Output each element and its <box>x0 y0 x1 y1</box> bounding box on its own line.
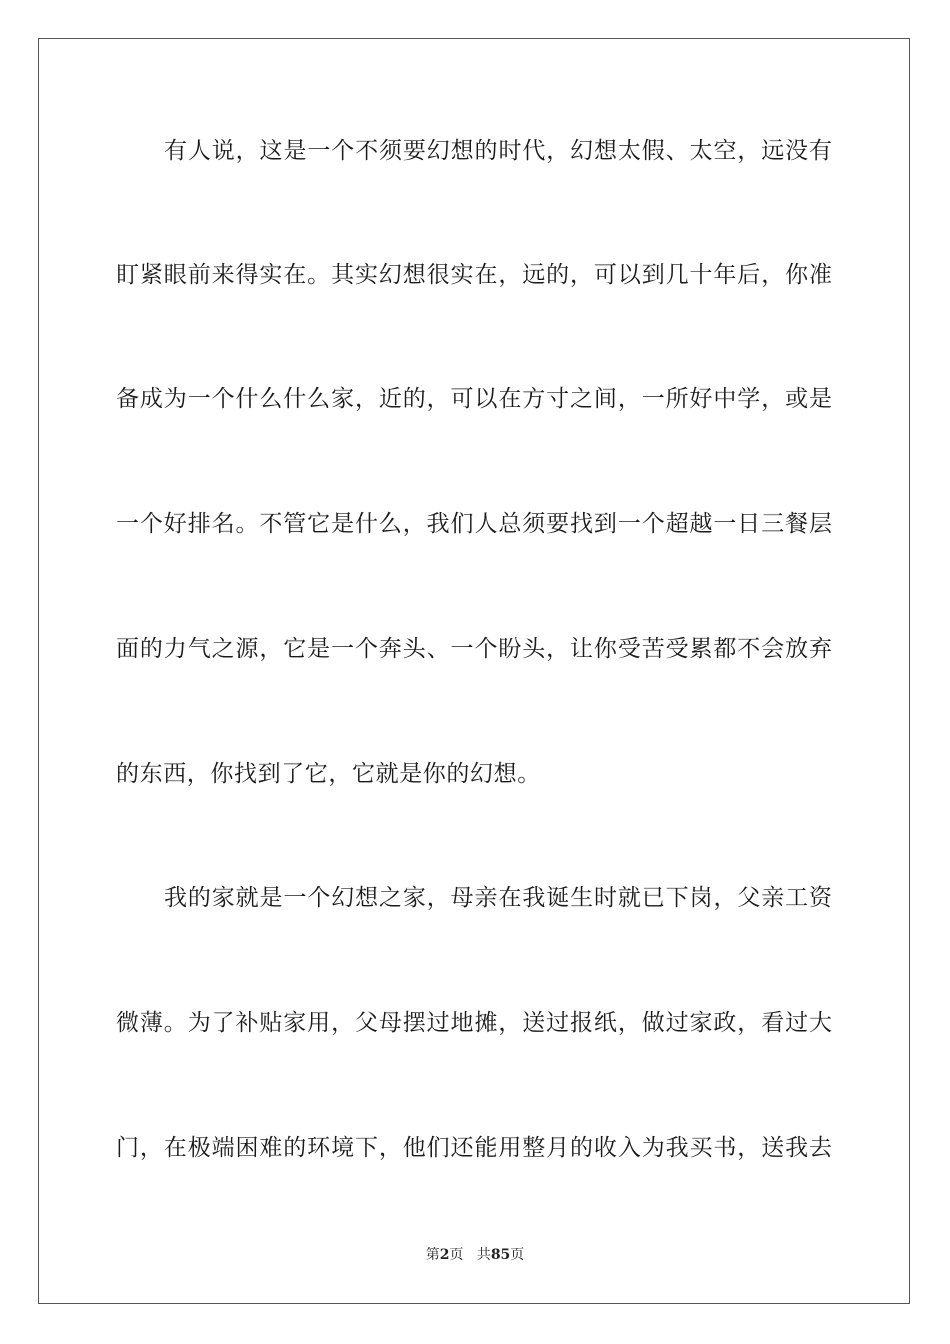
text-line-7: 我的家就是一个幻想之家，母亲在我诞生时就已下岗，父亲工资 <box>164 885 832 911</box>
text-line-4: 一个好排名。不管它是什么，我们人总须要找到一个超越一日三餐层 <box>116 511 832 537</box>
current-page-number: 2 <box>439 1247 450 1263</box>
footer-prefix: 第 <box>425 1247 440 1263</box>
text-line-1: 有人说，这是一个不须要幻想的时代，幻想太假、太空，远没有 <box>164 138 832 164</box>
total-pages-number: 85 <box>490 1247 511 1263</box>
page-footer <box>0 1246 950 1264</box>
footer-total-suffix: 页 <box>510 1247 525 1263</box>
text-line-5: 面的力气之源，它是一个奔头、一个盼头，让你受苦受累都不会放弃 <box>116 636 832 662</box>
text-line-8: 微薄。为了补贴家用，父母摆过地摊，送过报纸，做过家政，看过大 <box>116 1010 832 1036</box>
text-line-6: 的东西，你找到了它，它就是你的幻想。 <box>116 761 541 787</box>
text-line-3: 备成为一个什么什么家，近的，可以在方寸之间，一所好中学，或是 <box>116 386 832 412</box>
footer-total-prefix: 共 <box>476 1247 491 1263</box>
text-line-2: 盯紧眼前来得实在。其实幻想很实在，远的，可以到几十年后，你准 <box>116 262 832 288</box>
page-frame <box>38 38 910 1304</box>
text-line-9: 门，在极端困难的环境下，他们还能用整月的收入为我买书，送我去 <box>116 1135 832 1161</box>
footer-page-suffix: 页 <box>449 1247 464 1263</box>
